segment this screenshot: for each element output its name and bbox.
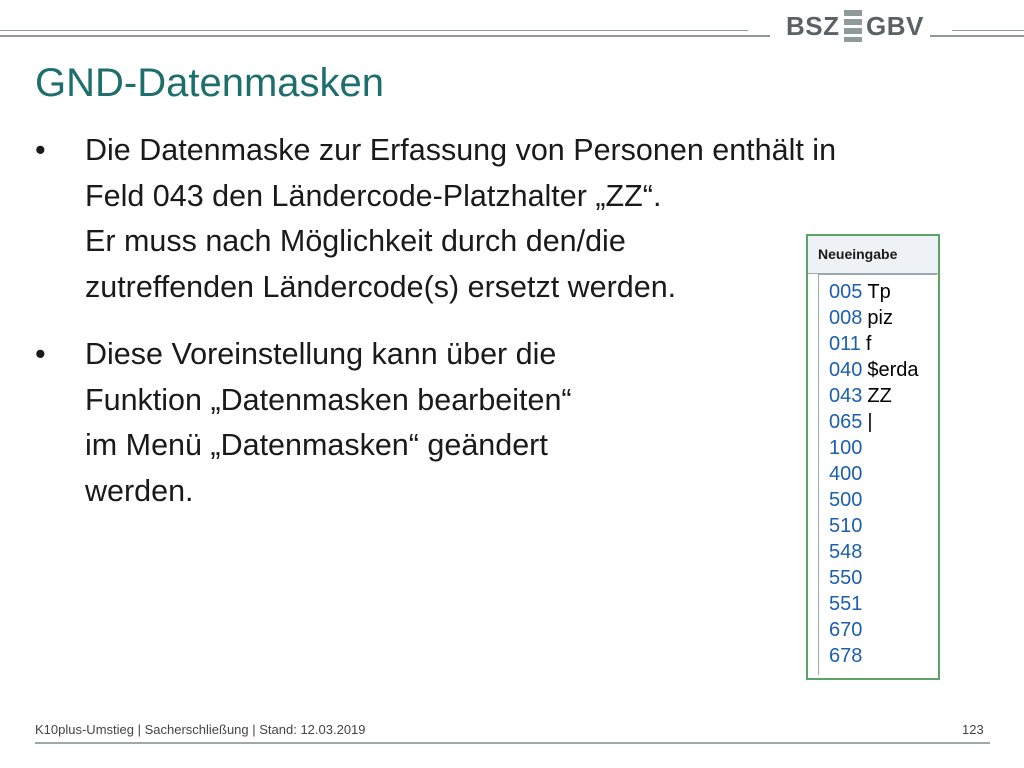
mask-field-row [829, 617, 867, 643]
header-rule-right-upper [952, 30, 1024, 31]
mask-field-row [829, 305, 893, 331]
bsz-gbv-logo [782, 6, 926, 46]
data-mask-panel [806, 234, 940, 680]
field-code: 551 [829, 593, 863, 615]
field-code: 005 [829, 281, 863, 303]
mask-field-row [829, 513, 867, 539]
field-code: 400 [829, 463, 863, 485]
text-cursor: | [867, 411, 873, 433]
footer-rule [35, 742, 990, 744]
page-number: 123 [962, 722, 984, 737]
bullet-line: im Menü „Datenmasken“ geändert [85, 428, 548, 462]
bullet-item [35, 332, 836, 514]
bullet-dot-icon: • [35, 337, 46, 371]
header-rule-right-lower [930, 35, 1024, 37]
mask-field-row [829, 643, 867, 669]
mask-field-row [829, 279, 891, 305]
mask-field-row [829, 461, 867, 487]
mask-field-row [829, 409, 873, 435]
field-value: ZZ [867, 385, 892, 407]
bullet-dot-icon: • [35, 133, 46, 167]
bullet-line: Funktion „Datenmasken bearbeiten“ [85, 382, 572, 417]
bullet-line: Diese Voreinstellung kann über die [85, 337, 557, 371]
mask-field-row [829, 539, 867, 565]
bullet-line: Die Datenmaske zur Erfassung von Personen enthält in [85, 133, 837, 167]
bullet-line: Er muss nach Möglichkeit durch den/die [85, 224, 626, 258]
field-code: 550 [829, 567, 863, 589]
header-rule-left-lower [0, 35, 770, 37]
mask-field-row [829, 331, 871, 357]
field-code: 548 [829, 541, 863, 563]
field-code: 500 [829, 489, 863, 511]
field-code: 510 [829, 515, 863, 537]
field-code: 100 [829, 437, 863, 459]
field-code: 678 [829, 645, 863, 667]
bullet-line: zutreffenden Ländercode(s) ersetzt werden. [85, 269, 677, 304]
field-code: 043 [829, 385, 863, 407]
header-rule-left-upper [0, 30, 748, 31]
field-code: 011 [829, 333, 861, 355]
bullet-item [35, 128, 836, 310]
mask-field-row [829, 383, 892, 409]
mask-panel-title: Neueingabe [808, 236, 938, 274]
field-code: 040 [829, 359, 863, 381]
bullet-line: Feld 043 den Ländercode-Platzhalter „ZZ“. [85, 178, 662, 213]
mask-field-row [829, 591, 867, 617]
footer-text: K10plus-Umstieg | Sacherschließung | Stand: 12.03.2019 [35, 722, 366, 737]
mask-field-row [829, 357, 919, 383]
field-value: Tp [867, 281, 891, 303]
logo-text-right: GBV [866, 11, 924, 41]
mask-field-row [829, 565, 867, 591]
mask-field-row [829, 487, 867, 513]
field-code: 065 [829, 411, 863, 433]
slide-title: GND-Datenmasken [35, 61, 385, 105]
mask-field-list[interactable] [818, 274, 937, 675]
mask-field-row [829, 435, 867, 461]
field-value: f [865, 333, 872, 355]
field-value: $erda [867, 359, 919, 381]
logo-bars-icon [844, 10, 862, 42]
field-value: piz [867, 307, 893, 329]
bullet-list [35, 128, 836, 514]
field-code: 670 [829, 619, 863, 641]
logo-text-left: BSZ [786, 11, 840, 41]
field-code: 008 [829, 307, 863, 329]
bullet-line: werden. [85, 473, 194, 508]
